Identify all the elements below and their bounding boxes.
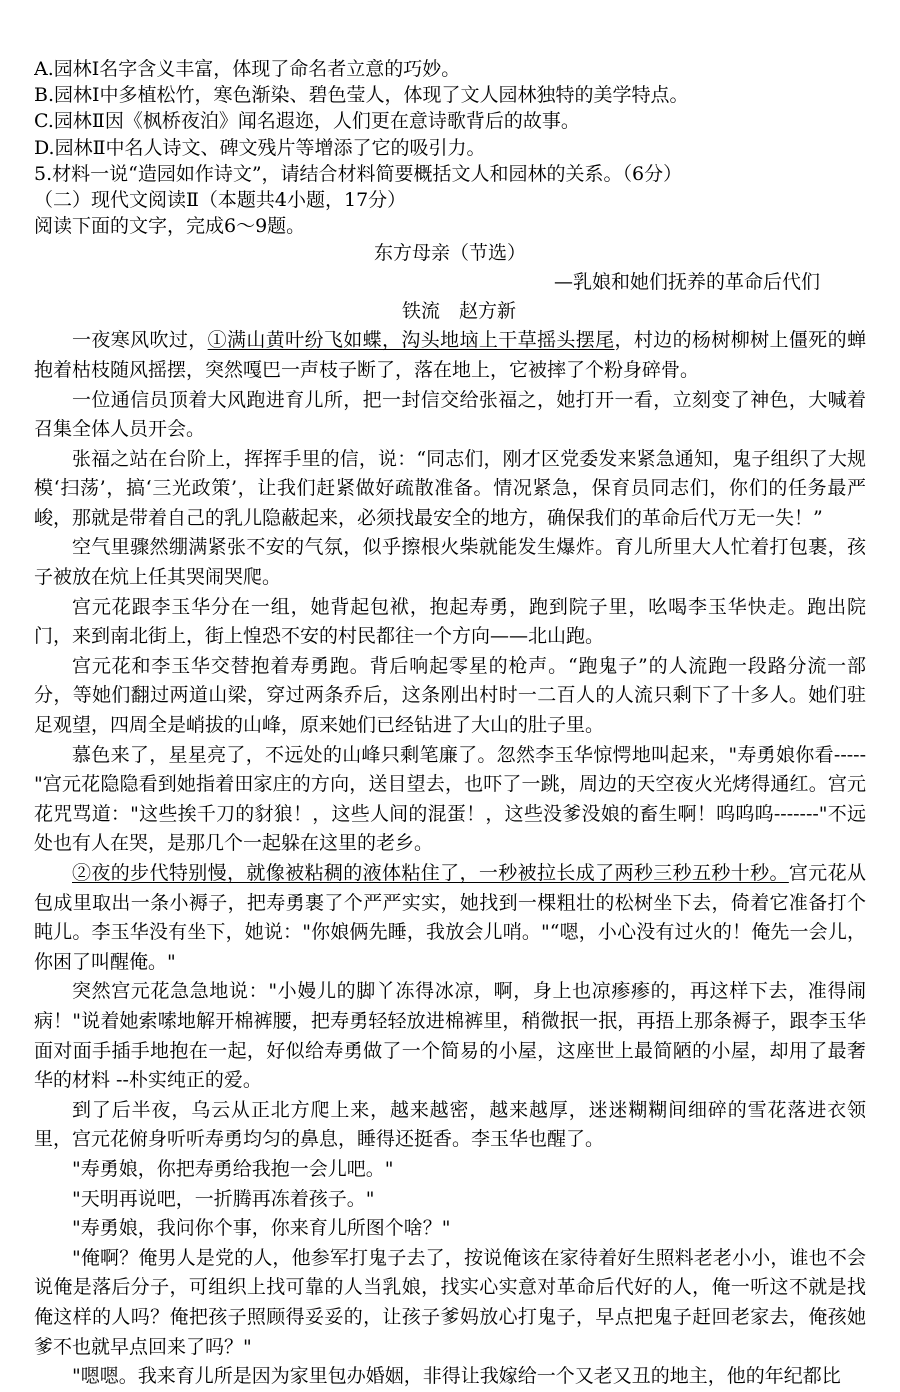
paragraph-11: "寿勇娘，你把寿勇给我抱一会儿吧。": [72, 1157, 394, 1180]
paragraph-7: 慕色来了，星星亮了，不远处的山峰只剩笔廉了。忽然李玉华惊愕地叫起来，"寿勇娘你看-----"宫元花隐隐看到她指着田家庄的方向，送目望去，也吓了一跳，周边的天空夜火光烤得通红。宫元花咒骂道："这些挨千刀的豺狼！，这些人间的混蛋！，这些没爹没娘的畜生啊！呜呜呜-------"不远处也有人在哭，是那几个一起躲在这里的老乡。: [34, 743, 866, 855]
paragraph-5: 宫元花跟李玉华分在一组，她背起包袱，抱起寿勇，跑到院子里，吆喝李玉华快走。跑出院门，来到南北街上，街上惶恐不安的村民都往一个方向——北山跑。: [34, 595, 866, 648]
paragraph-15: "嗯嗯。我来育儿所是因为家里包办婚姻，非得让我嫁给一个又老又丑的地主，他的年纪都比: [72, 1365, 841, 1388]
exam-page: [34, 56, 866, 1392]
option-a: A.园林Ⅰ名字含义丰富，体现了命名者立意的巧妙。: [34, 58, 461, 80]
paragraph-1: [34, 326, 866, 385]
paragraph-3: 张福之站在台阶上，挥挥手里的信，说：“同志们，刚才区党委发来紧急通知，鬼子组织了大规模‘扫荡’，搞‘三光政策’，让我们赶紧做好疏散准备。情况紧急，保育员同志们，你们的任务最严峻，那就是带着自己的乳儿隐蔽起来，必须找最安全的地方，确保我们的革命后代万无一失！”: [34, 447, 866, 529]
article-subtitle: —乳娘和她们抚养的革命后代们: [553, 271, 820, 294]
paragraph-14: "俺啊？俺男人是党的人，他参军打鬼子去了，按说俺该在家待着好生照料老老小小，谁也不会说俺是落后分子，可组织上找可靠的人当乳娘，找实心实意对革命后代好的人，俺一听这不就是找俺这样的人吗？俺把孩子照顾得妥妥的，让孩子爹妈放心打鬼子，早点把鬼子赶回老家去，俺孩她爹不也就早点回来了吗？": [34, 1246, 866, 1358]
question-5: 5.材料一说“造园如作诗文”，请结合材料简要概括文人和园林的关系。（6分）: [34, 162, 683, 185]
paragraph-6: 宫元花和李玉华交替抱着寿勇跑。背后响起零星的枪声。“跑鬼子”的人流跑一段路分流一部分，等她们翻过两道山梁，穿过两条乔后，这条刚出村时一二百人的人流只剩下了十多人。她们驻足观望，四周全是峭拔的山峰，原来她们已经钻进了大山的肚子里。: [34, 654, 866, 737]
option-c: C.园林Ⅱ因《枫桥夜泊》闻名遐迩，人们更在意诗歌背后的故事。: [34, 110, 580, 133]
paragraph-2: 一位通信员顶着大风跑进育儿所，把一封信交给张福之，她打开一看，立刻变了神色，大喊着召集全体人员开会。: [34, 388, 866, 441]
p1-rest: ，村边的杨树柳树上僵死的蝉抱着枯枝随风摇摆，突然嘎巴一声枝子断了，落在地上，它被摔了个粉身碎骨。: [34, 329, 866, 381]
paragraph-4: 空气里骤然绷满紧张不安的气氛，似乎擦根火柴就能发生爆炸。育儿所里大人忙着打包裹，孩子被放在炕上任其哭闹哭爬。: [34, 536, 866, 589]
p1-lead: 一夜寒风吹过，: [72, 329, 208, 352]
paragraph-9: 突然宫元花急急地说："小嫚儿的脚丫冻得冰凉，啊，身上也凉瘆瘆的，再这样下去，准得闹病！"说着她索嗦地解开棉裤腰，把寿勇轻轻放进棉裤里，稍微抿一抿，再捂上那条褥子，跟李玉华面对面手插手地抱在一起，好似给寿勇做了一个简易的小屋，这座世上最简陋的小屋，却用了最奢华的材料 --朴实纯正的爱。: [34, 980, 866, 1092]
paragraph-13: "寿勇娘，我问你个事，你来育儿所图个啥？": [72, 1217, 451, 1240]
section-heading: （二）现代文阅读Ⅱ（本题共4小题，17分）: [34, 188, 407, 211]
option-d: D.园林Ⅱ中名人诗文、碑文残片等增添了它的吸引力。: [34, 136, 486, 159]
underlined-sentence-1: ①满山黄叶纷飞如蝶，沟头地垴上干草摇头摆尾: [207, 329, 615, 352]
paragraph-12: "天明再说吧，一折腾再冻着孩子。": [72, 1187, 375, 1210]
article-title: 东方母亲（节选）: [373, 242, 526, 265]
p8-rest: 宫元花从包成里取出一条小褥子，把寿勇裹了个严严实实，她找到一棵粗壮的松树坐下去，倚着它准备打个盹儿。李玉华没有坐下，她说："你娘俩先睡，我放会儿哨。"“嗯，小心没有过火的！俺先一会儿，你困了叫醒俺。": [34, 862, 866, 973]
option-b: B.园林Ⅰ中多植松竹，寒色渐染、碧色莹人，体现了文人园林独特的美学特点。: [34, 84, 689, 107]
paragraph-10: 到了后半夜，乌云从正北方爬上来，越来越密，越来越厚，迷迷糊糊间细碎的雪花落进衣领里，宫元花俯身听听寿勇均匀的鼻息，睡得还挺香。李玉华也醒了。: [34, 1098, 866, 1151]
underlined-sentence-2: ②夜的步代特别慢，就像被粘稠的液体粘住了，一秒被拉长成了两秒三秒五秒十秒。: [72, 862, 789, 884]
paragraph-8: [34, 859, 866, 977]
article-authors: 铁流 赵方新: [401, 300, 516, 323]
reading-instruction: 阅读下面的文字，完成6～9题。: [34, 215, 306, 238]
